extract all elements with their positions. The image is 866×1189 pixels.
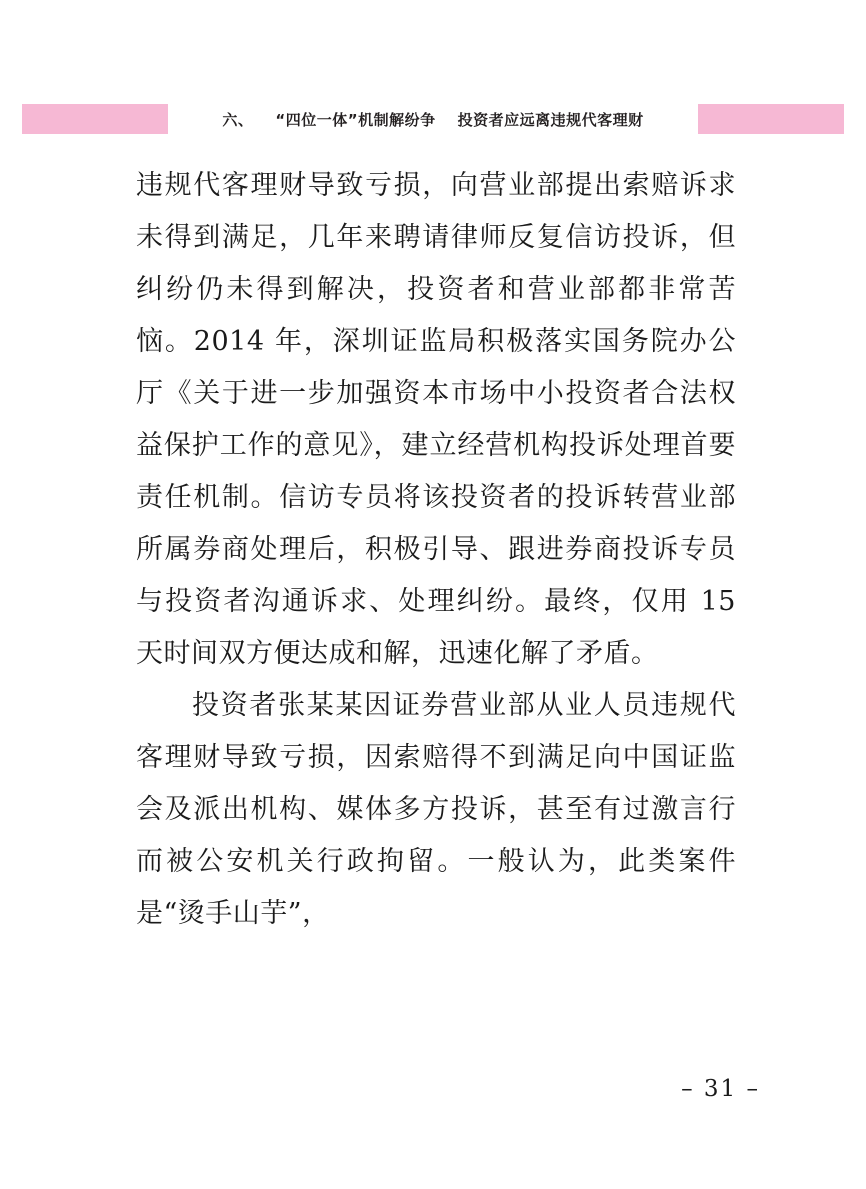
header-section-number: 六、 (222, 110, 254, 129)
paragraph-2: 投资者张某某因证券营业部从业人员违规代客理财导致亏损，因索赔得不到满足向中国证监会及派出机构、媒体多方投诉，甚至有过激言行而被公安机关行政拘留。一般认为，此类案件是“烫手山芋”， (136, 690, 736, 929)
header-title-right: 投资者应远离违规代客理财 (457, 110, 644, 129)
header-title-left: “四位一体”机制解纷争 (275, 110, 436, 129)
body-text (136, 160, 736, 940)
paragraph-1: 违规代客理财导致亏损，向营业部提出索赔诉求未得到满足，几年来聘请律师反复信访投诉，但纠纷仍未得到解决，投资者和营业部都非常苦恼。2014 年，深圳证监局积极落实国务院办公厅《关于进一步加强资本市场中小投资者合法权益保护工作的意见》，建立经营机构投诉处理首要责任机制。信访专员将该投资者的投诉转营业部所属券商处理后，积极引导、跟进券商投诉专员与投资者沟通诉求、处理纠纷。最终，仅用 15 天时间双方便达成和解，迅速化解了矛盾。 (136, 170, 736, 669)
page-number: – 31 – (681, 1076, 760, 1102)
running-header (168, 104, 698, 134)
